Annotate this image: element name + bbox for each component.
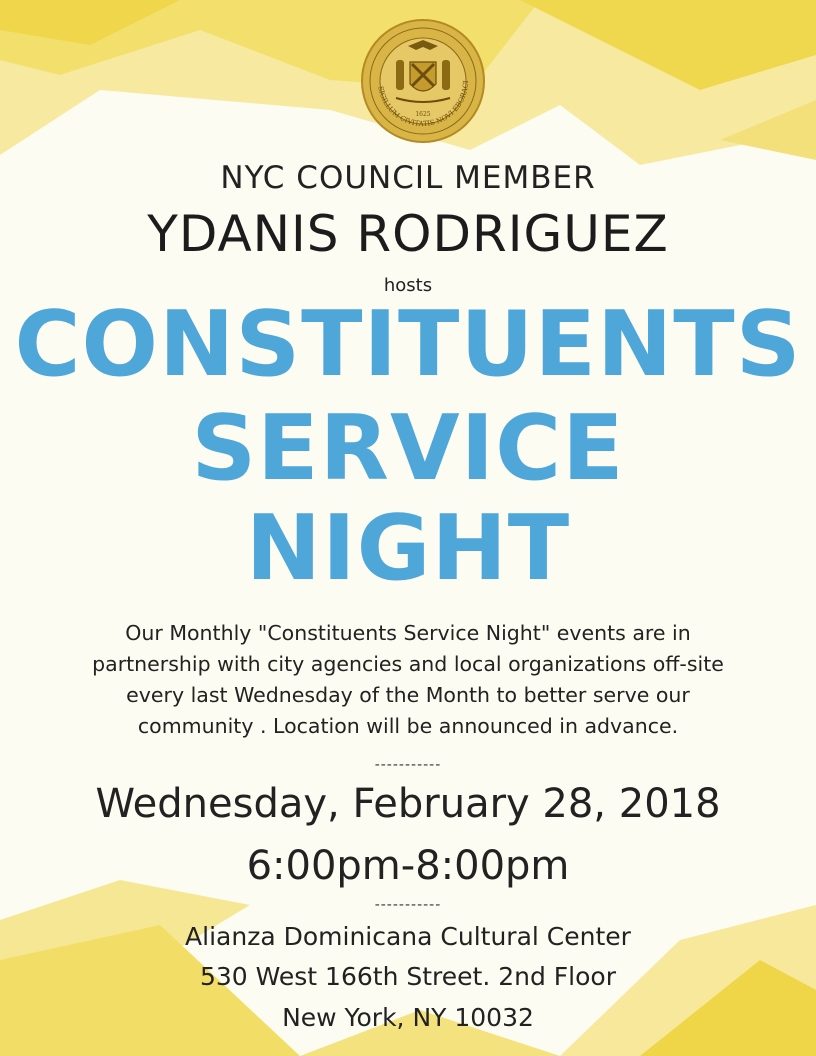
description-line-4: community . Location will be announced in advance. (137, 714, 679, 738)
separator-bottom: ----------- (374, 897, 442, 913)
venue-name: Alianza Dominicana Cultural Center (185, 922, 631, 951)
description-line-3: every last Wednesday of the Month to better serve our (126, 683, 690, 707)
nyc-seal-icon (360, 18, 486, 144)
seal-ring-text: SIGILLUM CIVITATIS NOVI EBORACI (376, 80, 471, 129)
hosts-label: hosts (383, 275, 433, 296)
council-member-label: NYC COUNCIL MEMBER (220, 160, 596, 196)
seal-year: 1625 (415, 111, 431, 118)
event-title-line-2: SERVICE (191, 396, 625, 501)
description-line-2: partnership with city agencies and local organizations off-site (92, 652, 724, 676)
event-title-line-1: CONSTITUENTS (14, 292, 802, 397)
event-description (20, 618, 796, 742)
member-name: YDANIS RODRIGUEZ (147, 205, 669, 263)
event-title-line-3: NIGHT (245, 496, 571, 601)
venue-city: New York, NY 10032 (282, 1003, 534, 1032)
venue-street: 530 West 166th Street. 2nd Floor (199, 962, 616, 991)
description-line-1: Our Monthly "Constituents Service Night" events are in (125, 621, 691, 645)
event-time: 6:00pm-8:00pm (246, 843, 570, 889)
separator-top: ----------- (374, 757, 442, 773)
event-date: Wednesday, February 28, 2018 (95, 781, 721, 827)
